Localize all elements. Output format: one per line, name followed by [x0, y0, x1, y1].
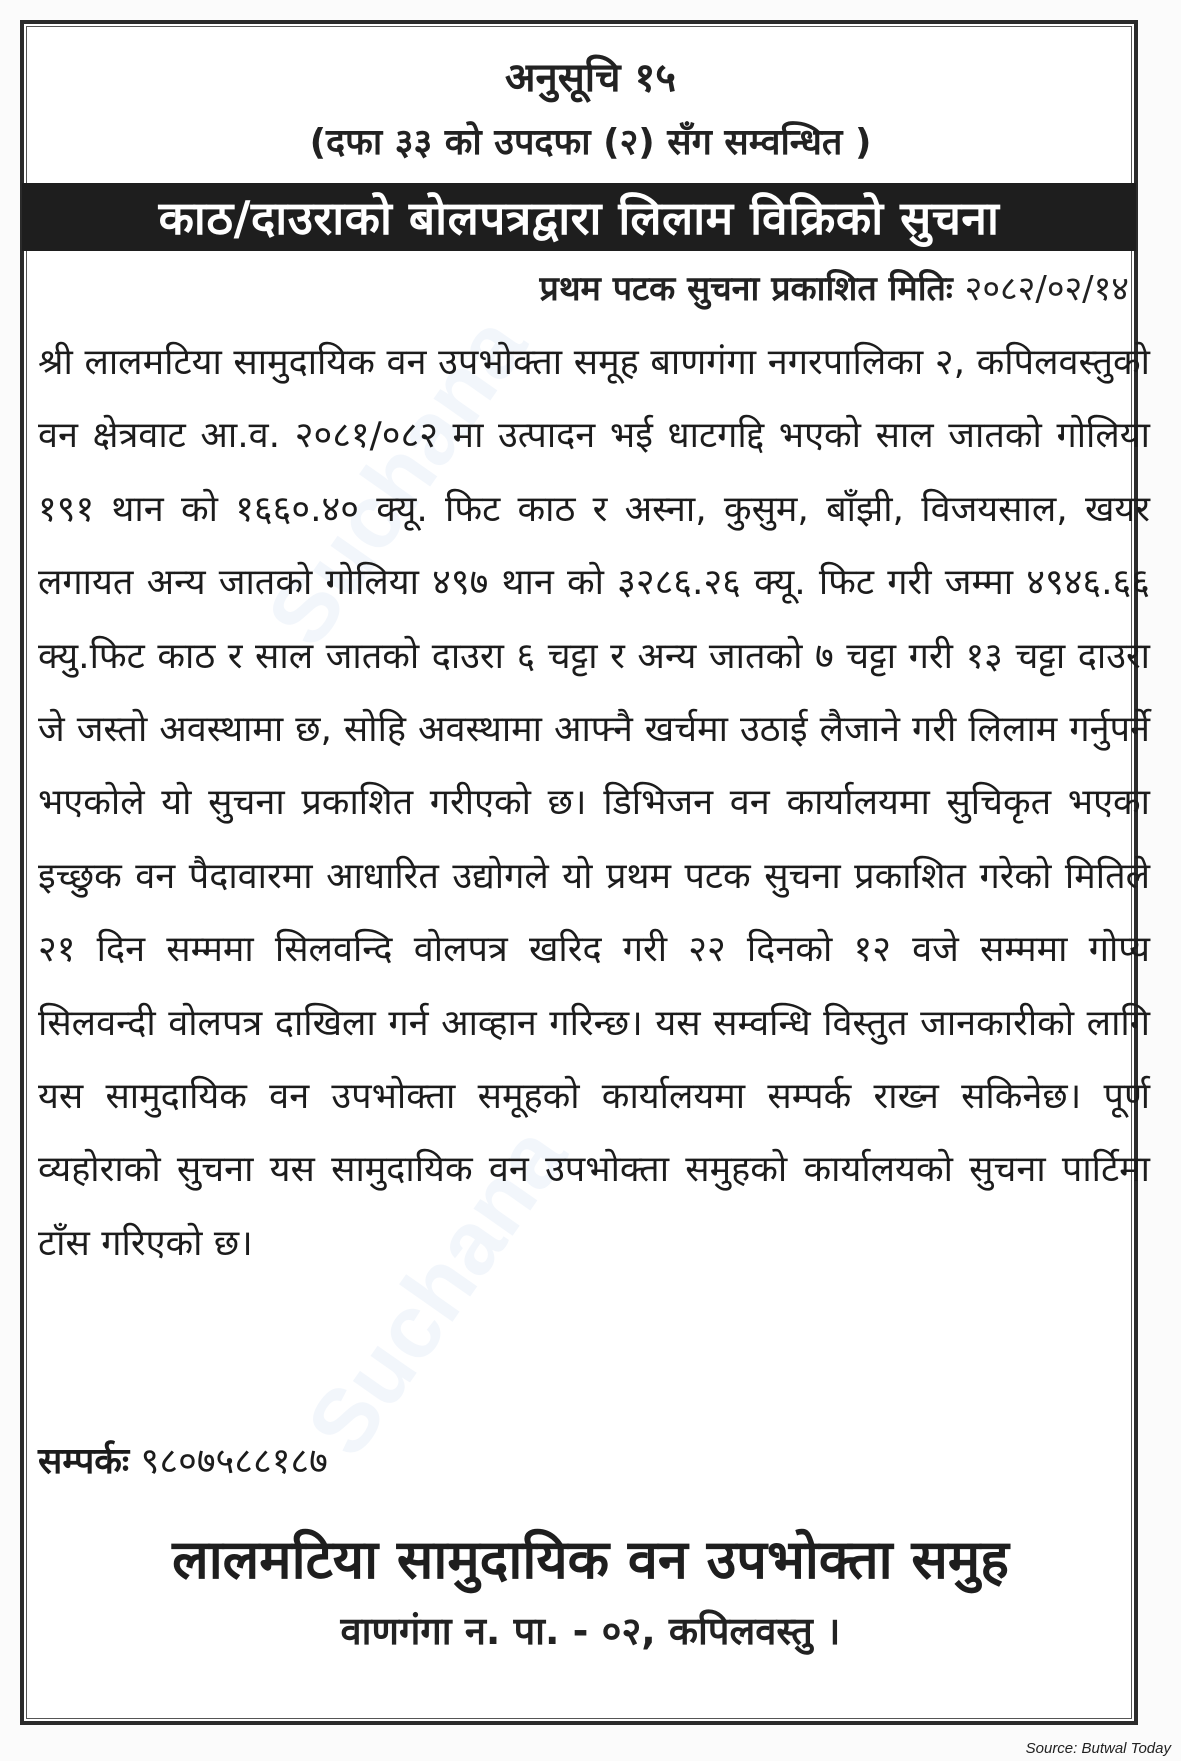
publish-date-value: २०८२/०२/१४	[964, 269, 1129, 309]
publish-date-label: प्रथम पटक सुचना प्रकाशित मितिः	[539, 269, 953, 309]
contact-line	[38, 1435, 328, 1484]
schedule-subtitle: (दफा ३३ को उपदफा (२) सँग सम्वन्धित )	[309, 122, 872, 163]
notice-heading	[22, 183, 1136, 251]
organization-name: लालमटिया सामुदायिक वन उपभोक्ता समुह	[172, 1528, 1009, 1591]
schedule-title: अनुसूचि १५	[504, 55, 677, 101]
notice-heading-text: काठ/दाउराको बोलपत्रद्वारा लिलाम विक्रिको सुचना	[158, 191, 1000, 245]
publish-date-line	[539, 264, 1129, 310]
contact-number: ९८०७५८८१८७	[140, 1441, 328, 1482]
source-credit: Source: Butwal Today	[1025, 1740, 1171, 1757]
notice-body: श्री लालमटिया सामुदायिक वन उपभोक्ता समूह बाणगंगा नगरपालिका २, कपिलवस्तुको वन क्षेत्रवाट आ.व. २०८१/०८२ मा उत्पादन भई धाटगद्दि भएको साल जातको गोलिया १९१ थान को १६६०.४० क्यू. फिट काठ र अस्ना, कुसुम, बाँझी, विजयसाल, खयर लगायत अन्य जातको गोलिया ४९७ थान को ३२८६.२६ क्यू. फिट गरी जम्मा ४९४६.६६ क्यु.फिट काठ र साल जातको दाउरा ६ चट्टा र अन्य जातको ७ चट्टा गरी १३ चट्टा दाउरा जे जस्तो अवस्थामा छ, सोहि अवस्थामा आफ्नै खर्चमा उठाई लैजाने गरी लिलाम गर्नुपर्ने भएकोले यो सुचना प्रकाशित गरीएको छ। डिभिजन वन कार्यालयमा सुचिकृत भएका इच्छुक वन पैदावारमा आधारित उद्योगले यो प्रथम पटक सुचना प्रकाशित गरेको मितिले २१ दिन सम्ममा सिलवन्दि वोलपत्र खरिद गरी २२ दिनको १२ वजे सम्ममा गोप्य सिलवन्दी वोलपत्र दाखिला गर्न आव्हान गरिन्छ। यस सम्वन्धि विस्तुत जानकारीको लागि यस सामुदायिक वन उपभोक्ता समूहको कार्यालयमा सम्पर्क राख्न सकिनेछ। पूर्ण व्यहोराको सुचना यस सामुदायिक वन उपभोक्ता समुहको कार्यालयको सुचना पार्टिमा टाँस गरिएको छ।	[38, 342, 1150, 1264]
organization-address: वाणगंगा न. पा. - ०२, कपिलवस्तु ।	[340, 1609, 841, 1653]
contact-label: सम्पर्कः	[38, 1441, 130, 1482]
